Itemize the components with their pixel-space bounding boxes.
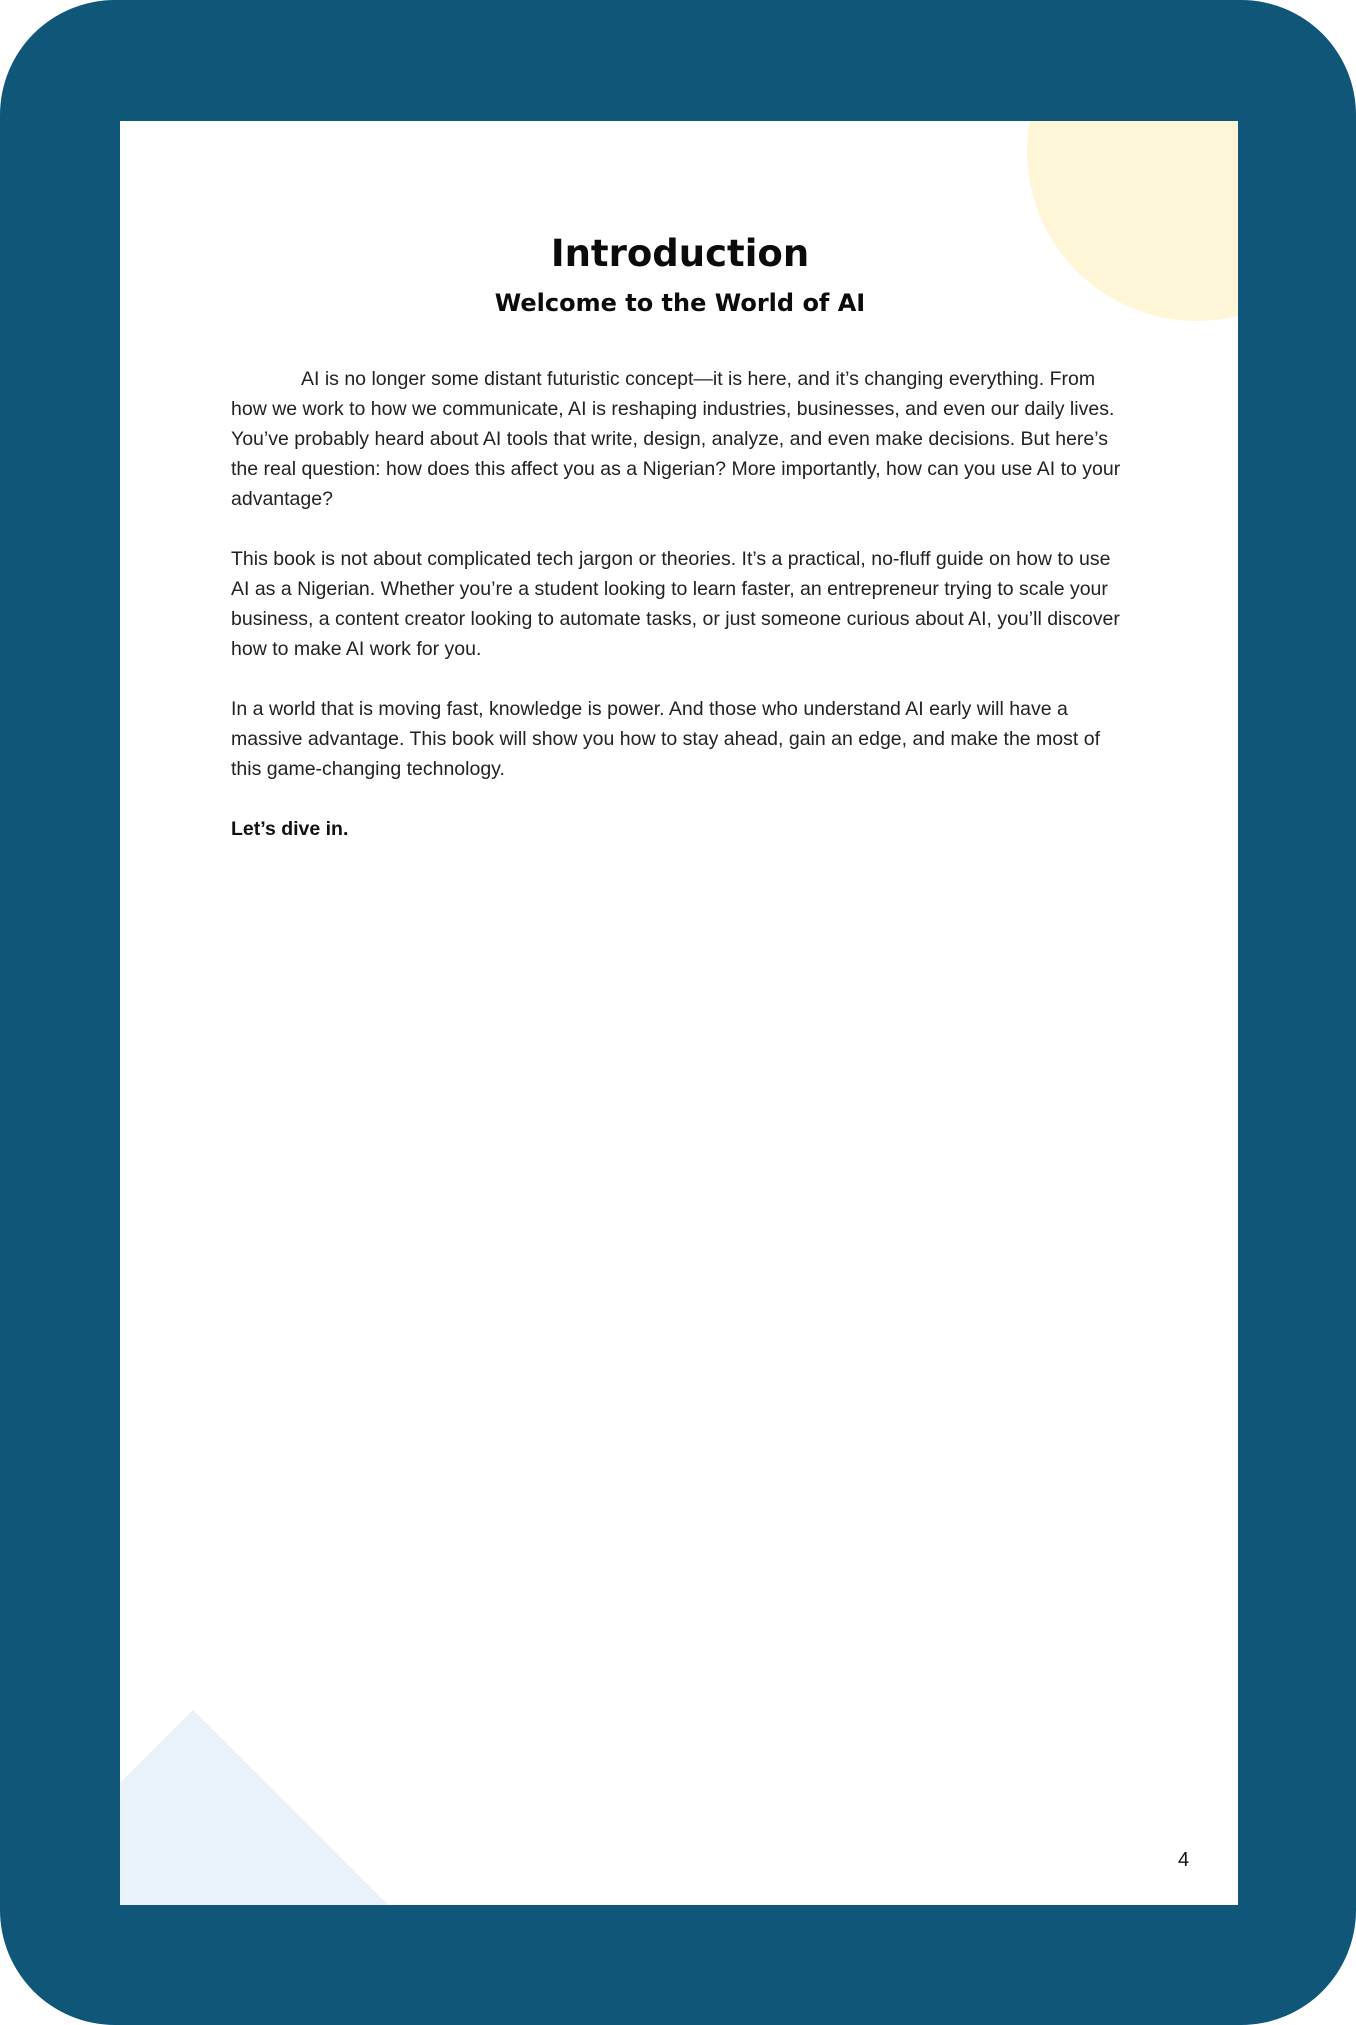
intro-paragraph-3: In a world that is moving fast, knowledge is power. And those who understand AI early will have a massive advantage. This book will show you how to stay ahead, gain an edge, and make the most of this game-changing technology. [231, 698, 1100, 780]
page-title: Introduction [550, 232, 810, 275]
document-page [120, 121, 1238, 1905]
page-subtitle: Welcome to the World of AI [494, 289, 866, 317]
intro-paragraph-2: This book is not about complicated tech jargon or theories. It’s a practical, no-fluff guide on how to use AI as a Nigerian. Whether you’re a student looking to learn faster, an entrepreneur trying to scale your business, a content creator looking to automate tasks, or just someone curious about AI, you’ll discover how to make AI work for you. [231, 548, 1120, 660]
page-number: 4 [1178, 1849, 1190, 1871]
closing-line: Let’s dive in. [231, 818, 349, 840]
intro-paragraph-1: AI is no longer some distant futuristic concept—it is here, and it’s changing everything. From how we work to how we communicate, AI is reshaping industries, businesses, and even our daily lives. You’ve probably heard about AI tools that write, design, analyze, and even make decisions. But here’s the real question: how does this affect you as a Nigerian? More importantly, how can you use AI to your advantage? [231, 368, 1121, 510]
page-content [231, 229, 1129, 864]
decorative-diamond [120, 1710, 402, 1905]
